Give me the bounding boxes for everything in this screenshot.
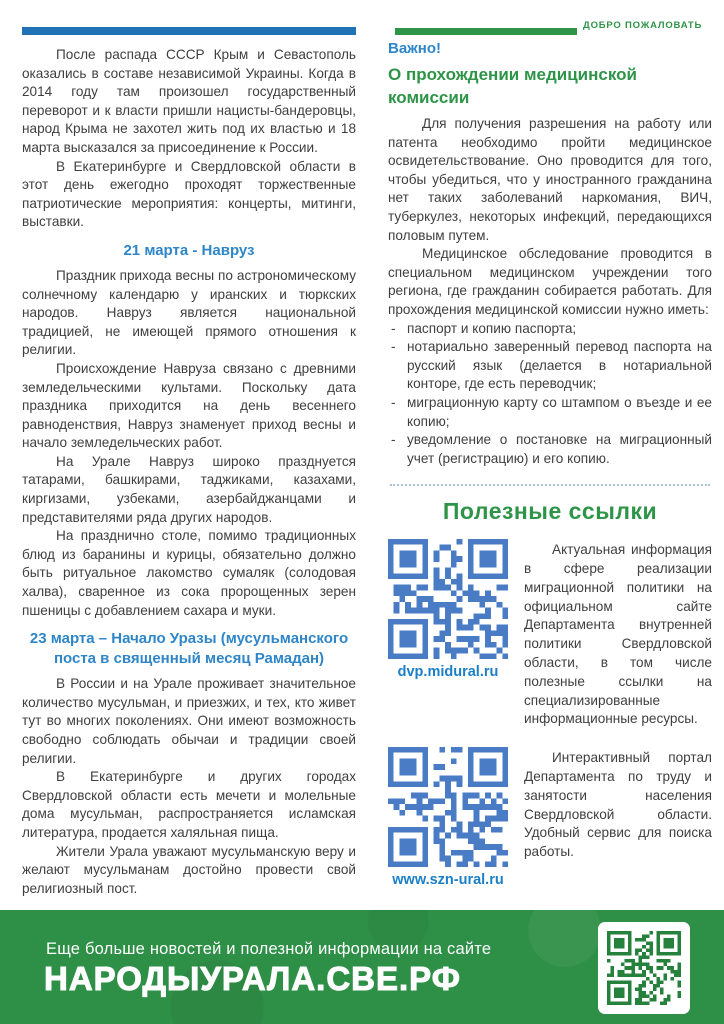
link-szn-ural: www.szn-ural.ru [392, 872, 504, 889]
footer-qr-box [598, 922, 690, 1014]
link-block-szn [388, 747, 712, 888]
link-block-dvp [388, 539, 712, 729]
documents-checklist [388, 320, 712, 469]
qr-dvp-wrap [388, 539, 508, 680]
right-column [388, 40, 712, 906]
welcome-label: ДОБРО ПОЖАЛОВАТЬ [583, 20, 703, 31]
link-dvp-midural: dvp.midural.ru [397, 664, 499, 681]
paragraph-navruz-4: На празднично столе, помимо традиционных блюд из баранины и курицы, обязательно должно быть ритуальное лакомство сумаляк (солодовая халва), сваренное из сока пророщенных зерен пшеницы с добавлением сахара и муки. [22, 528, 356, 618]
footer-tagline: Еще больше новостей и полезной информации на сайте [46, 940, 492, 958]
paragraph-uraza-1: В России и на Урале проживает значительное количество мусульман, и приезжих, и тех, кто живет тут во многих поколениях. Они имеют возможность свободно соблюдать обычаи и традиции своей религии. [22, 676, 356, 766]
checklist-item-registration: - уведомление о постановке на миграционный учет (регистрацию) и его копию. [388, 431, 712, 468]
heading-navruz: 21 марта - Навруз [123, 241, 255, 259]
paragraph-uraza-2: В Екатеринбурге и других городах Свердловской области есть мечети и молельные дома мусульман, распространяется исламская литература, продается халяльная пища. [22, 769, 356, 840]
paragraph-navruz-2: Происхождение Навруза связано с древними земледельческими культами. Поскольку дата праздника приходится на день весеннего равноденствия, Навруз знаменует приход весны и начало земледельческих работ. [22, 360, 356, 451]
qr-code-dvp-icon [388, 539, 508, 659]
heading-useful-links: Полезные ссылки [442, 498, 658, 525]
paragraph-medical-1: Для получения разрешения на работу или патента необходимо пройти медицинское освидетельствование. Оно проводится для того, чтобы убедиться, что у иностранного гражданина нет таких заболеваний наркомания, ВИЧ, туберкулез, некоторых инфекций, передающихся половым путем. [388, 116, 712, 243]
description-szn: Интерактивный портал Департамента по труду и занятости населения Свердловской области. Удобный сервис для поиска работы. [524, 750, 712, 860]
header-blue-bar [22, 27, 356, 35]
footer-banner [0, 910, 724, 1024]
footer-site-name: НАРОДЫУРАЛА.СВЕ.РФ [44, 960, 461, 997]
qr-code-footer-icon [607, 931, 681, 1005]
paragraph-navruz-1: Праздник прихода весны по астрономическому солнечному календарю у иранских и тюркских народов. Навруз является национальной традицией, не имеющей прямого отношения к религии. [22, 267, 356, 358]
dotted-divider [390, 484, 710, 486]
paragraph-ekaterinburg-events: В Екатеринбурге и Свердловской области в этот день ежегодно проходят торжественные патриотические мероприятия: концерты, митинги, выставки. [22, 158, 356, 230]
important-label: Важно! [388, 40, 442, 57]
paragraph-navruz-3: На Урале Навруз широко празднуется татарами, башкирами, таджиками, казахами, киргизами, узбеками, азербайджанцами и представителями ряда других народов. [22, 453, 356, 525]
checklist-item-migration-card: - миграционную карту со штампом о въезде и ее копию; [388, 394, 712, 431]
header-green-bar [395, 28, 577, 35]
heading-uraza: 23 марта – Начало Уразы (мусульманского поста в священный месяц Рамадан) [29, 630, 349, 668]
paragraph-uraza-3: Жители Урала уважают мусульманскую веру и желают мусульманам достойно провести свой религиозный пост. [22, 843, 356, 896]
paragraph-crimea: После распада СССР Крым и Севастополь оказались в составе независимой Украины. Когда в 2014 году там произошел государственный переворот и к власти пришли нацисты-бандеровцы, народ Крыма не захотел жить под их властью и 18 марта высказался за присоединение к России. [22, 47, 356, 155]
checklist-item-passport: - паспорт и копию паспорта; [388, 320, 712, 339]
paragraph-medical-2: Медицинское обследование проводится в специальном медицинском учреждении того региона, где гражданин собирается работать. Для прохождения медицинской комиссии нужно иметь: [388, 246, 712, 317]
qr-code-szn-icon [388, 747, 508, 867]
heading-medical-commission: О прохождении медицинской комиссии [388, 65, 637, 107]
checklist-item-translation: - нотариально заверенный перевод паспорта на русский язык (делается в нотариальной конторе, где есть переводчик; [388, 338, 712, 394]
left-column [22, 46, 356, 898]
qr-szn-wrap [388, 747, 508, 888]
description-dvp: Актуальная информация в сфере реализации миграционной политики на официальном сайте Департамента внутренней политики Свердловской области, в том числе полезные ссылки на специализированные информационные ресурсы. [524, 542, 712, 727]
